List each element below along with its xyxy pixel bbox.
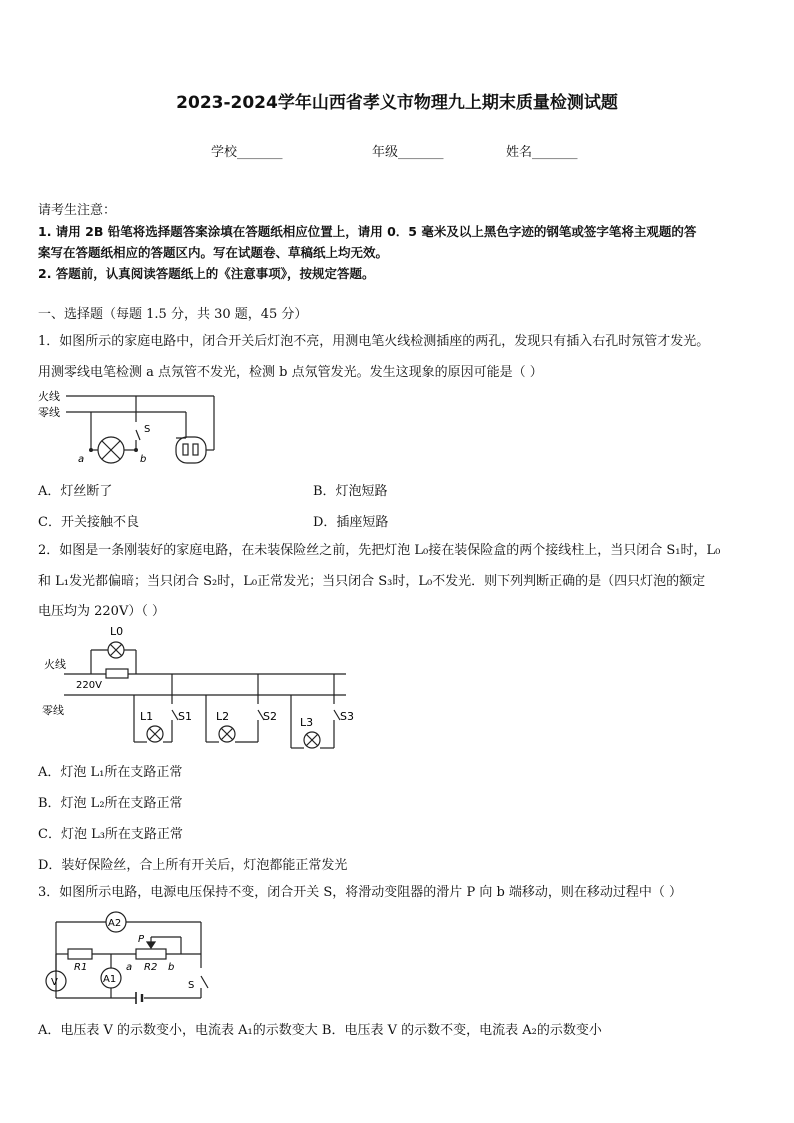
q1-b-label: b — [140, 454, 147, 465]
q1-neutral-label: 零线 — [38, 406, 60, 419]
q1-stem-line2: 用测零线电笔检测 a 点氖管不发光，检测 b 点氖管发光。发生这现象的原因可能是（ ） — [38, 365, 543, 380]
q2-s3-label: S3 — [340, 710, 354, 723]
q2-stem-line3: 电压均为 220V）（ ） — [38, 604, 165, 619]
q2-option-d[interactable]: D．装好保险丝，合上所有开关后，灯泡都能正常发光 — [38, 858, 348, 873]
q1-point-b — [134, 448, 138, 452]
q2-stem-line2: 和 L₁发光都偏暗；当只闭合 S₂时，L₀正常发光；当只闭合 S₃时，L₀不发光．则下列判断正确的是（四只灯泡的额定 — [38, 574, 706, 589]
q1-s-label: S — [144, 424, 151, 435]
section-heading: 一、选择题（每题 1.5 分，共 30 题，45 分） — [38, 307, 308, 322]
q2-circuit-diagram — [36, 624, 366, 754]
q2-neutral-label: 零线 — [42, 704, 64, 717]
q2-s1-label: S1 — [178, 710, 192, 723]
notice-item-2: 2. 答题前，认真阅读答题纸上的《注意事项》，按规定答题。 — [38, 266, 375, 281]
notice-heading: 请考生注意： — [38, 203, 117, 218]
q3-a1-label: A1 — [103, 974, 117, 985]
q3-b-label: b — [168, 962, 175, 973]
notice-item-1b: 案写在答题纸相应的答题区内。写在试题卷、草稿纸上均无效。 — [38, 245, 389, 260]
q3-a2-label: A2 — [108, 918, 122, 929]
q3-a-label: a — [126, 962, 133, 973]
q2-s2-label: S2 — [263, 710, 277, 723]
grade-field: 年级_______ — [372, 145, 444, 160]
q2-option-b[interactable]: B．灯泡 L₂所在支路正常 — [38, 796, 183, 811]
q2-l0-label: L0 — [110, 625, 124, 638]
q2-l1-label: L1 — [140, 710, 154, 723]
q1-a-label: a — [78, 454, 85, 465]
q2-option-c[interactable]: C．灯泡 L₃所在支路正常 — [38, 827, 183, 842]
q1-option-d[interactable]: D．插座短路 — [313, 515, 389, 530]
q3-r1-label: R1 — [74, 962, 88, 973]
q3-circuit-diagram — [36, 906, 226, 1010]
q1-option-b[interactable]: B．灯泡短路 — [313, 484, 388, 499]
q1-circuit-diagram — [36, 388, 226, 470]
q3-p-label: P — [138, 934, 145, 945]
q3-s-label: S — [188, 980, 195, 991]
q2-l3-label: L3 — [300, 716, 314, 729]
q2-220v-label: 220V — [76, 680, 102, 691]
notice-item-1a: 1. 请用 2B 铅笔将选择题答案涂填在答题纸相应位置上，请用 0．5 毫米及以上黑色字迹的钢笔或签字笔将主观题的答 — [38, 224, 697, 239]
q1-option-a[interactable]: A．灯丝断了 — [38, 484, 113, 499]
q3-stem-line1: 3．如图所示电路，电源电压保持不变，闭合开关 S，将滑动变阻器的滑片 P 向 b 端移动，则在移动过程中（ ） — [38, 885, 683, 900]
q2-option-a[interactable]: A．灯泡 L₁所在支路正常 — [38, 765, 183, 780]
school-field: 学校_______ — [211, 145, 283, 160]
page-title: 2023-2024学年山西省孝义市物理九上期末质量检测试题 — [176, 93, 618, 113]
q3-v-label: V — [51, 977, 58, 988]
q1-point-a — [89, 448, 93, 452]
q2-l2-label: L2 — [216, 710, 230, 723]
name-field: 姓名_______ — [506, 145, 578, 160]
q1-option-c[interactable]: C．开关接触不良 — [38, 515, 139, 530]
q1-stem-line1: 1．如图所示的家庭电路中，闭合开关后灯泡不亮，用测电笔火线检测插座的两孔，发现只有插入右孔时氖管才发光。 — [38, 334, 710, 349]
q2-stem-line1: 2．如图是一条刚装好的家庭电路，在未装保险丝之前，先把灯泡 L₀接在装保险盒的两个接线柱上，当只闭合 S₁时，L₀ — [38, 543, 721, 558]
q3-r2-label: R2 — [144, 962, 158, 973]
q3-options-ab[interactable]: A．电压表 V 的示数变小，电流表 A₁的示数变大 B．电压表 V 的示数不变，电流表 A₂的示数变小 — [38, 1023, 602, 1038]
q1-live-label: 火线 — [38, 390, 60, 403]
q2-live-label: 火线 — [44, 658, 66, 671]
